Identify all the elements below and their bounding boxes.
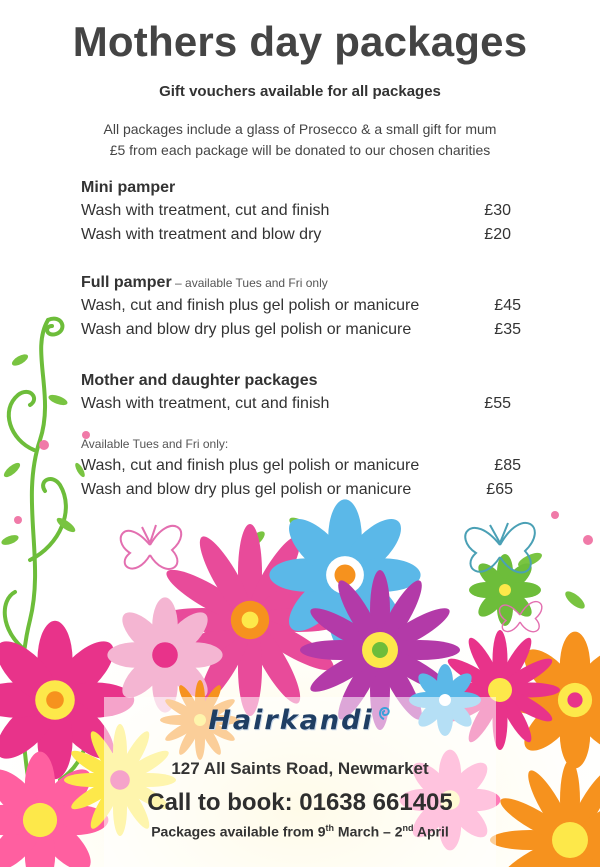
package-row [81,478,521,502]
package-row [81,294,521,318]
section-heading: Mini pamper [81,179,176,196]
subtitle: Gift vouchers available for all packages [159,83,441,100]
section-heading: Full pamper [81,274,172,291]
dates-start-suffix: th [325,823,335,833]
intro-line: All packages include a glass of Prosecco & a small gift for mum [103,121,497,137]
package-row [81,392,521,416]
section-heading-line [81,272,521,294]
section-heading: Mother and daughter packages [81,372,318,389]
brand-logo [104,705,496,736]
package-row [81,223,521,247]
package-row [81,454,521,478]
call-to-book: Call to book: 01638 661405 [147,789,453,816]
section-mother-daughter [81,370,521,416]
brand-swirl-icon [376,705,392,721]
package-label: Wash and blow dry plus gel polish or manicure [81,321,412,338]
section-mini-pamper [81,177,521,247]
package-price: £55 [484,395,511,412]
section-note: – available Tues and Fri only [171,276,328,290]
package-price: £45 [494,297,521,314]
package-row [81,199,521,223]
package-label: Wash, cut and finish plus gel polish or manicure [81,457,420,474]
package-label: Wash with treatment, cut and finish [81,202,330,219]
dates-middle: March – 2 [334,823,403,840]
package-price: £65 [486,481,513,498]
package-label: Wash with treatment, cut and finish [81,395,330,412]
package-row [81,318,521,342]
availability-dates [104,823,496,840]
footer-panel [104,697,496,867]
package-label: Wash and blow dry plus gel polish or manicure [81,481,412,498]
package-price: £20 [484,226,511,243]
package-label: Wash, cut and finish plus gel polish or manicure [81,297,420,314]
package-price: £30 [484,202,511,219]
intro-line: £5 from each package will be donated to our chosen charities [109,142,491,158]
dates-prefix: Packages available from 9 [151,823,326,840]
brand-name: Hairkandi [208,705,374,736]
dates-end: April [413,823,449,840]
address: 127 All Saints Road, Newmarket [171,759,429,778]
package-price: £85 [494,457,521,474]
section-full-pamper [81,272,521,342]
package-label: Wash with treatment and blow dry [81,226,322,243]
dates-end-suffix: nd [402,823,414,833]
section-availability [81,434,521,502]
package-price: £35 [494,321,521,338]
availability-note: Available Tues and Fri only: [81,437,229,451]
page-title: Mothers day packages [72,18,528,65]
